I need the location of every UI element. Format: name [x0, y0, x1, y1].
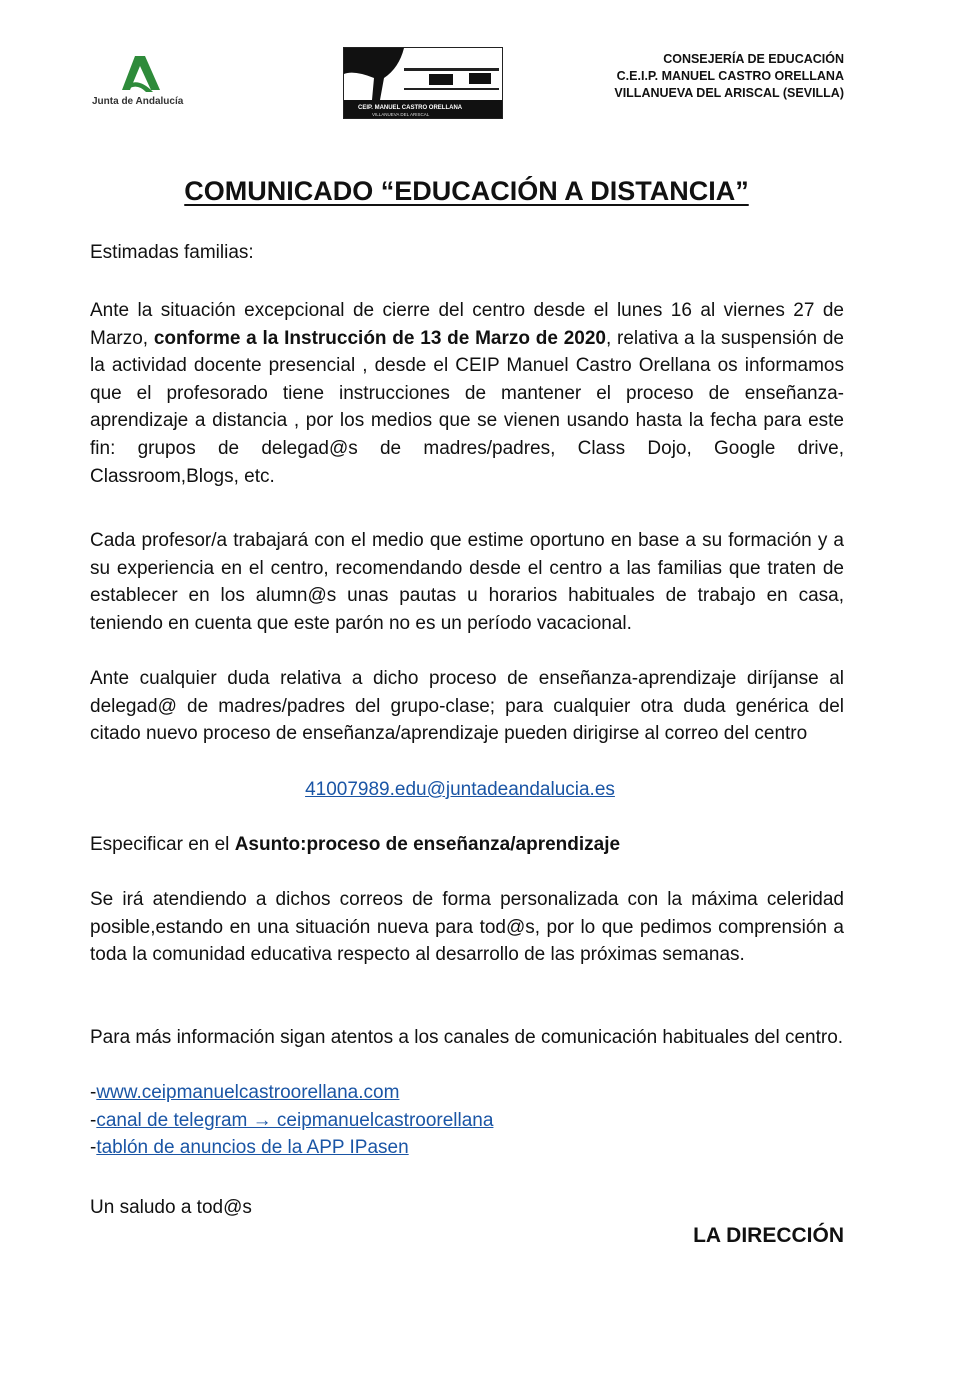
- organization-header: [614, 51, 844, 102]
- closing: Un saludo a tod@s: [90, 1197, 252, 1218]
- email-line: [0, 776, 920, 804]
- org-line-consejeria: CONSEJERÍA DE EDUCACIÓN: [663, 52, 844, 66]
- school-logo-name: CEIP. MANUEL CASTRO ORELLANA: [358, 105, 463, 111]
- junta-a-icon: [108, 54, 168, 96]
- paragraph-intro: [90, 297, 844, 490]
- document-title: COMUNICADO “EDUCACIÓN A DISTANCIA”: [184, 176, 749, 206]
- ipasen-link[interactable]: tablón de anuncios de la APP IPasen: [96, 1137, 409, 1159]
- paragraph-response: Se irá atendiendo a dichos correos de forma personalizada con la máxima celeridad posible,estando en una situación nueva para tod@s, por lo que pedimos comprensión a toda la comunidad educativa respecto al desarrollo de las próximas semanas.: [90, 889, 844, 966]
- junta-de-andalucia-logo: [90, 52, 185, 114]
- website-link[interactable]: www.ceipmanuelcastroorellana.com: [96, 1082, 400, 1103]
- links-list: [90, 1079, 844, 1162]
- greeting: Estimadas familias:: [90, 242, 254, 263]
- school-logo-location: VILLANUEVA DEL ARISCAL: [372, 112, 430, 117]
- paragraph-intro-text-2: , relativa a la suspensión de la actividad docente presencial , desde el CEIP Manuel Castro Orellana os informamos que el profesorado tiene instrucciones de mantener el proceso de enseñanza-aprendizaje a distancia , por los medios que se vienen usando hasta la fecha para este fin: grupos de delegad@s de madres/padres, Class Dojo, Google drive, Classroom,Blogs, etc.: [90, 327, 844, 487]
- school-logo: [343, 47, 503, 119]
- subject-bold: Asunto:proceso de enseñanza/aprendizaje: [234, 834, 621, 855]
- paragraph-more-info: Para más información sigan atentos a los canales de comunicación habituales del centro.: [90, 1027, 844, 1048]
- org-line-school: C.E.I.P. MANUEL CASTRO ORELLANA: [616, 69, 844, 83]
- paragraph-questions: Ante cualquier duda relativa a dicho proceso de enseñanza-aprendizaje diríjanse al delegad@ de madres/padres del grupo-clase; para cualquier otra duda genérica del citado nuevo proceso de enseñanza/aprendizaje pueden dirigirse al correo del centro: [90, 668, 844, 745]
- list-item: -tablón de anuncios de la APP IPasen: [90, 1137, 409, 1159]
- email-link[interactable]: 41007989.edu@juntadeandalucia.es: [305, 779, 615, 800]
- telegram-link[interactable]: canal de telegram → ceipmanuelcastroorellana: [96, 1109, 494, 1131]
- paragraph-teachers: Cada profesor/a trabajará con el medio que estime oportuno en base a su formación y a su experiencia en el centro, recomendando desde el centro a las familias que traten de establecer en los alumn@s unas pautas u horarios habituales de trabajo en casa, teniendo en cuenta que este parón no es un período vacacional.: [90, 530, 844, 634]
- org-line-location: VILLANUEVA DEL ARISCAL (SEVILLA): [614, 86, 844, 100]
- paragraph-intro-bold: conforme a la Instrucción de 13 de Marzo de 2020: [153, 327, 606, 349]
- signature: LA DIRECCIÓN: [693, 1224, 844, 1247]
- list-item: -www.ceipmanuelcastroorellana.com: [90, 1082, 400, 1103]
- list-item: -canal de telegram → ceipmanuelcastroorellana: [90, 1109, 494, 1131]
- subject-prefix: Especificar en el: [90, 834, 235, 855]
- junta-logo-text: Junta de Andalucía: [92, 96, 184, 107]
- school-tree-illustration-icon: [344, 48, 502, 100]
- paragraph-intro-text-1: Ante la situación excepcional de cierre del centro desde el lunes 16 al viernes 27 de Marzo,: [90, 300, 844, 349]
- subject-instruction: [90, 831, 844, 859]
